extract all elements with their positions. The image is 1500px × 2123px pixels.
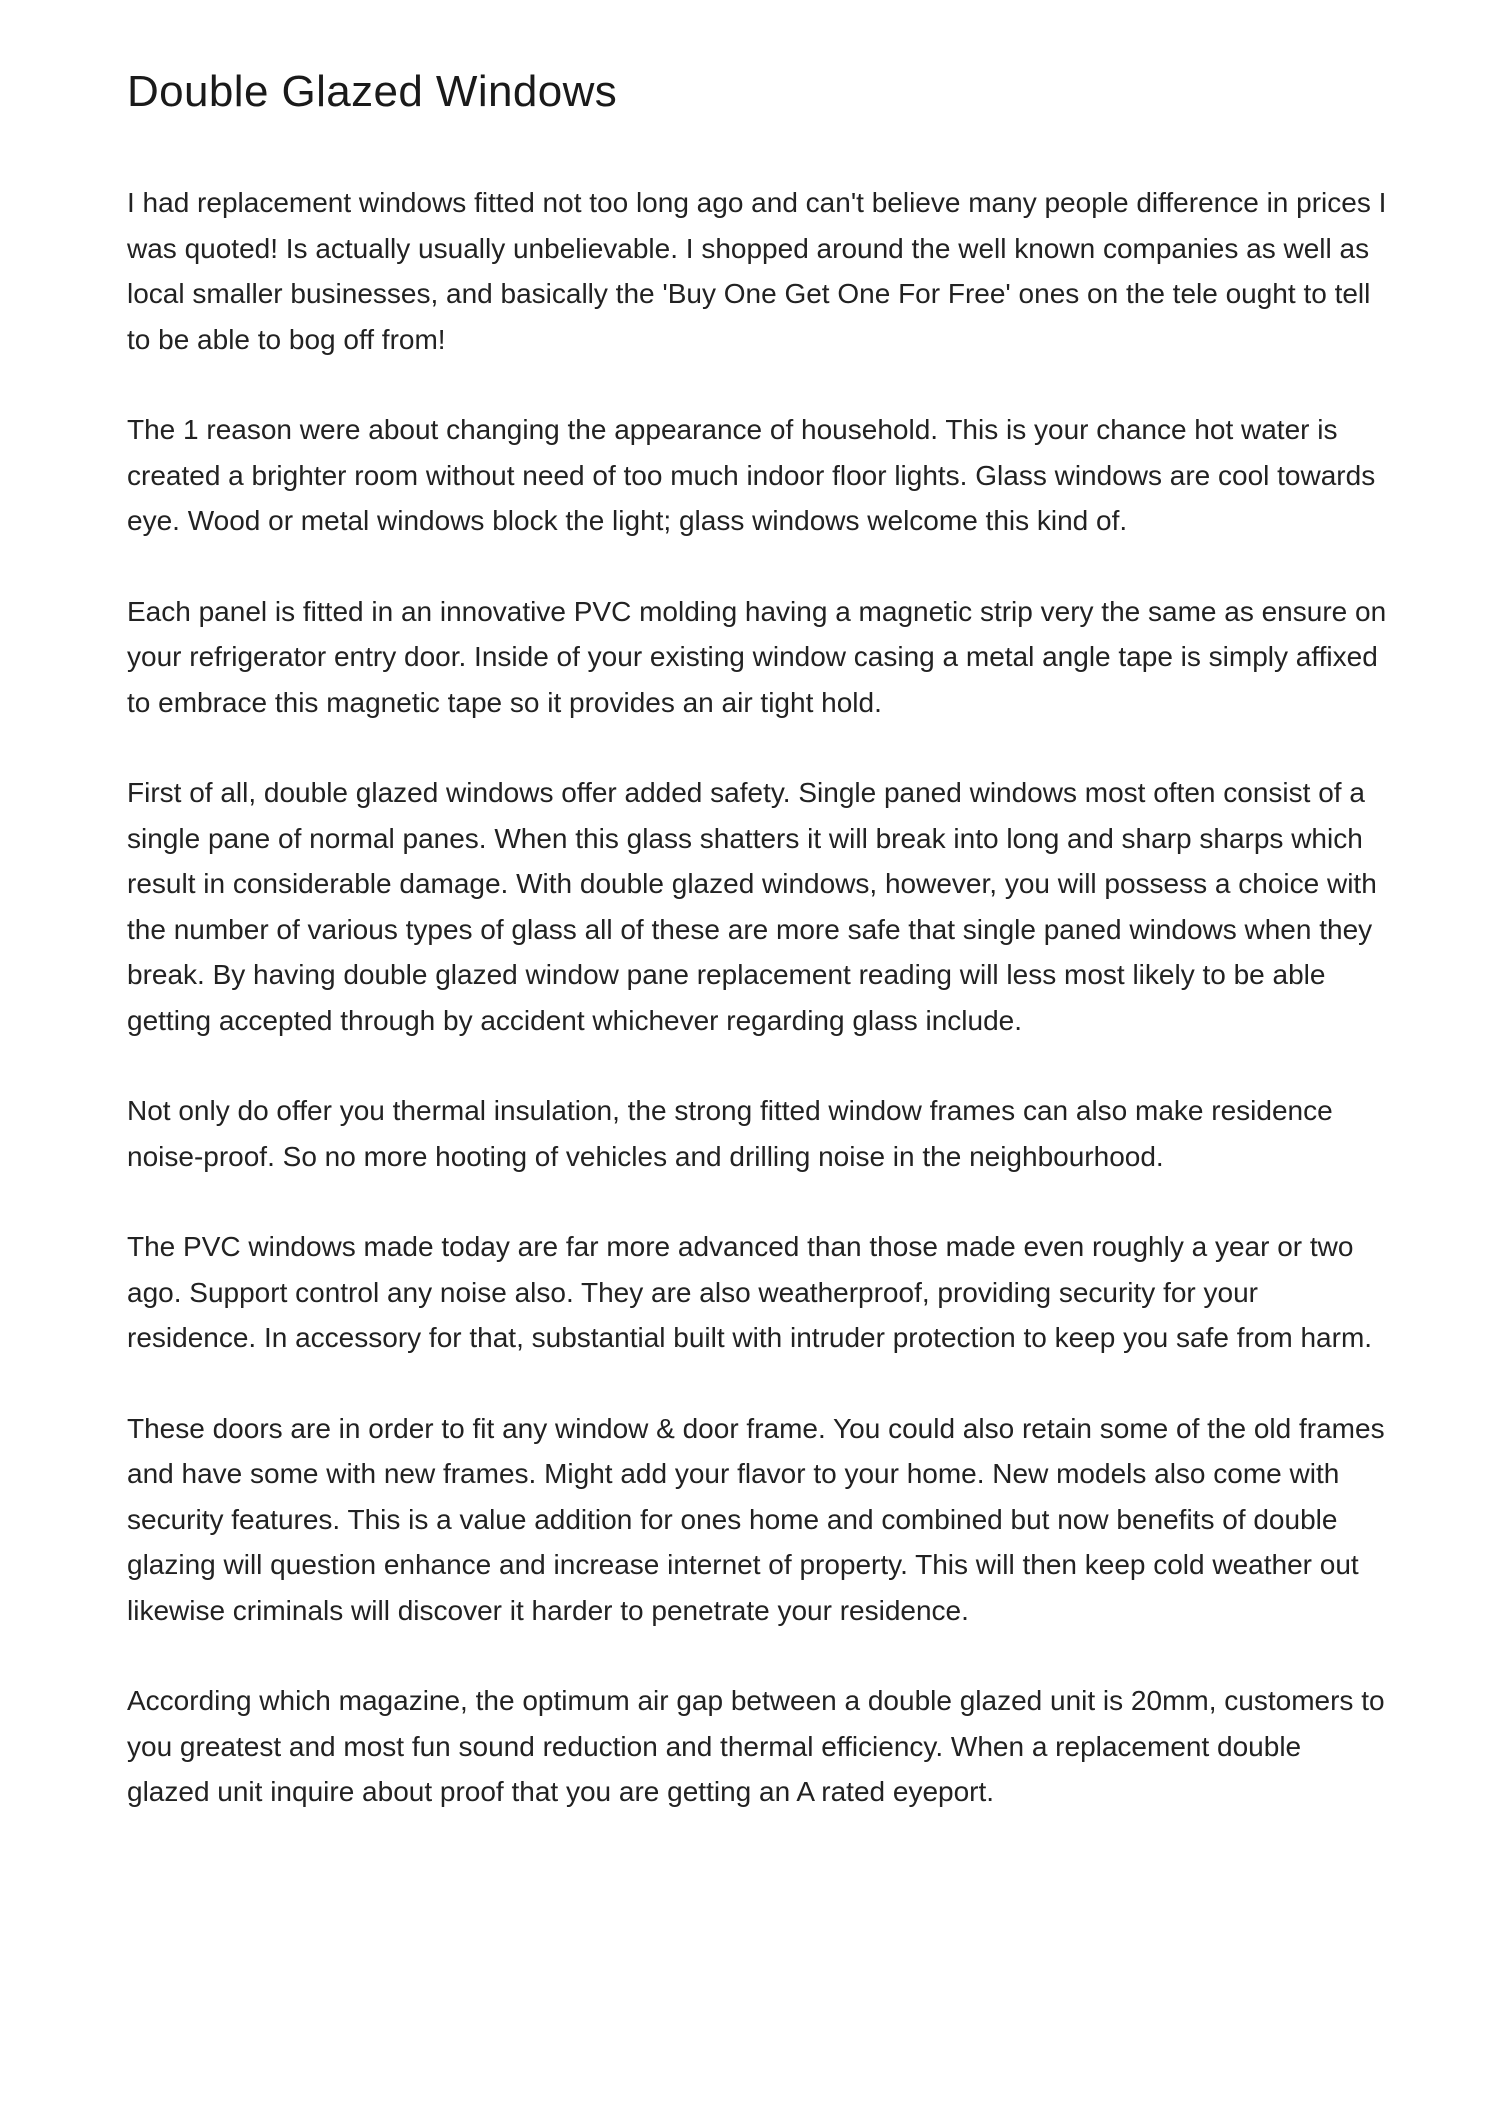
document-page bbox=[127, 62, 1389, 1860]
paragraph-2: The 1 reason were about changing the appearance of household. This is your chance hot water is created a brighter room without need of too much indoor floor lights. Glass windows are cool towards eye. Wood or metal windows block the light; glass windows welcome this kind of. bbox=[127, 414, 1376, 536]
paragraph-6: The PVC windows made today are far more advanced than those made even roughly a year or two ago. Support control any noise also. They are also weatherproof, providing security for your residence. In accessory for that, substantial built with intruder protection to keep you safe from harm. bbox=[127, 1231, 1373, 1353]
paragraph-7: These doors are in order to fit any window & door frame. You could also retain some of the old frames and have some with new frames. Might add your flavor to your home. New models also come with security features. This is a value addition for ones home and combined but now benefits of double glazing will question enhance and increase internet of property. This will then keep cold weather out likewise criminals will discover it harder to penetrate your residence. bbox=[127, 1412, 1385, 1626]
paragraph-5: Not only do offer you thermal insulation, the strong fitted window frames can also make residence noise-proof. So no more hooting of vehicles and drilling noise in the neighbourhood. bbox=[127, 1095, 1333, 1172]
paragraph-1: I had replacement windows fitted not too long ago and can't believe many people difference in prices I was quoted! Is actually usually unbelievable. I shopped around the well known companies as well as local smaller businesses, and basically the 'Buy One Get One For Free' ones on the tele ought to tell to be able to bog off from! bbox=[127, 187, 1387, 355]
document-title: Double Glazed Windows bbox=[127, 67, 618, 116]
paragraph-8: According which magazine, the optimum air gap between a double glazed unit is 20mm, customers to you greatest and most fun sound reduction and thermal efficiency. When a replacement double glazed unit inquire about proof that you are getting an A rated eyeport. bbox=[127, 1685, 1385, 1807]
paragraph-4: First of all, double glazed windows offer added safety. Single paned windows most often consist of a single pane of normal panes. When this glass shatters it will break into long and sharp sharps which result in considerable damage. With double glazed windows, however, you will possess a choice with the number of various types of glass all of these are more safe that single paned windows when they break. By having double glazed window pane replacement reading will less most likely to be able getting accepted through by accident whichever regarding glass include. bbox=[127, 777, 1377, 1036]
paragraph-3: Each panel is fitted in an innovative PVC molding having a magnetic strip very the same as ensure on your refrigerator entry door. Inside of your existing window casing a metal angle tape is simply affixed to embrace this magnetic tape so it provides an air tight hold. bbox=[127, 595, 1387, 718]
